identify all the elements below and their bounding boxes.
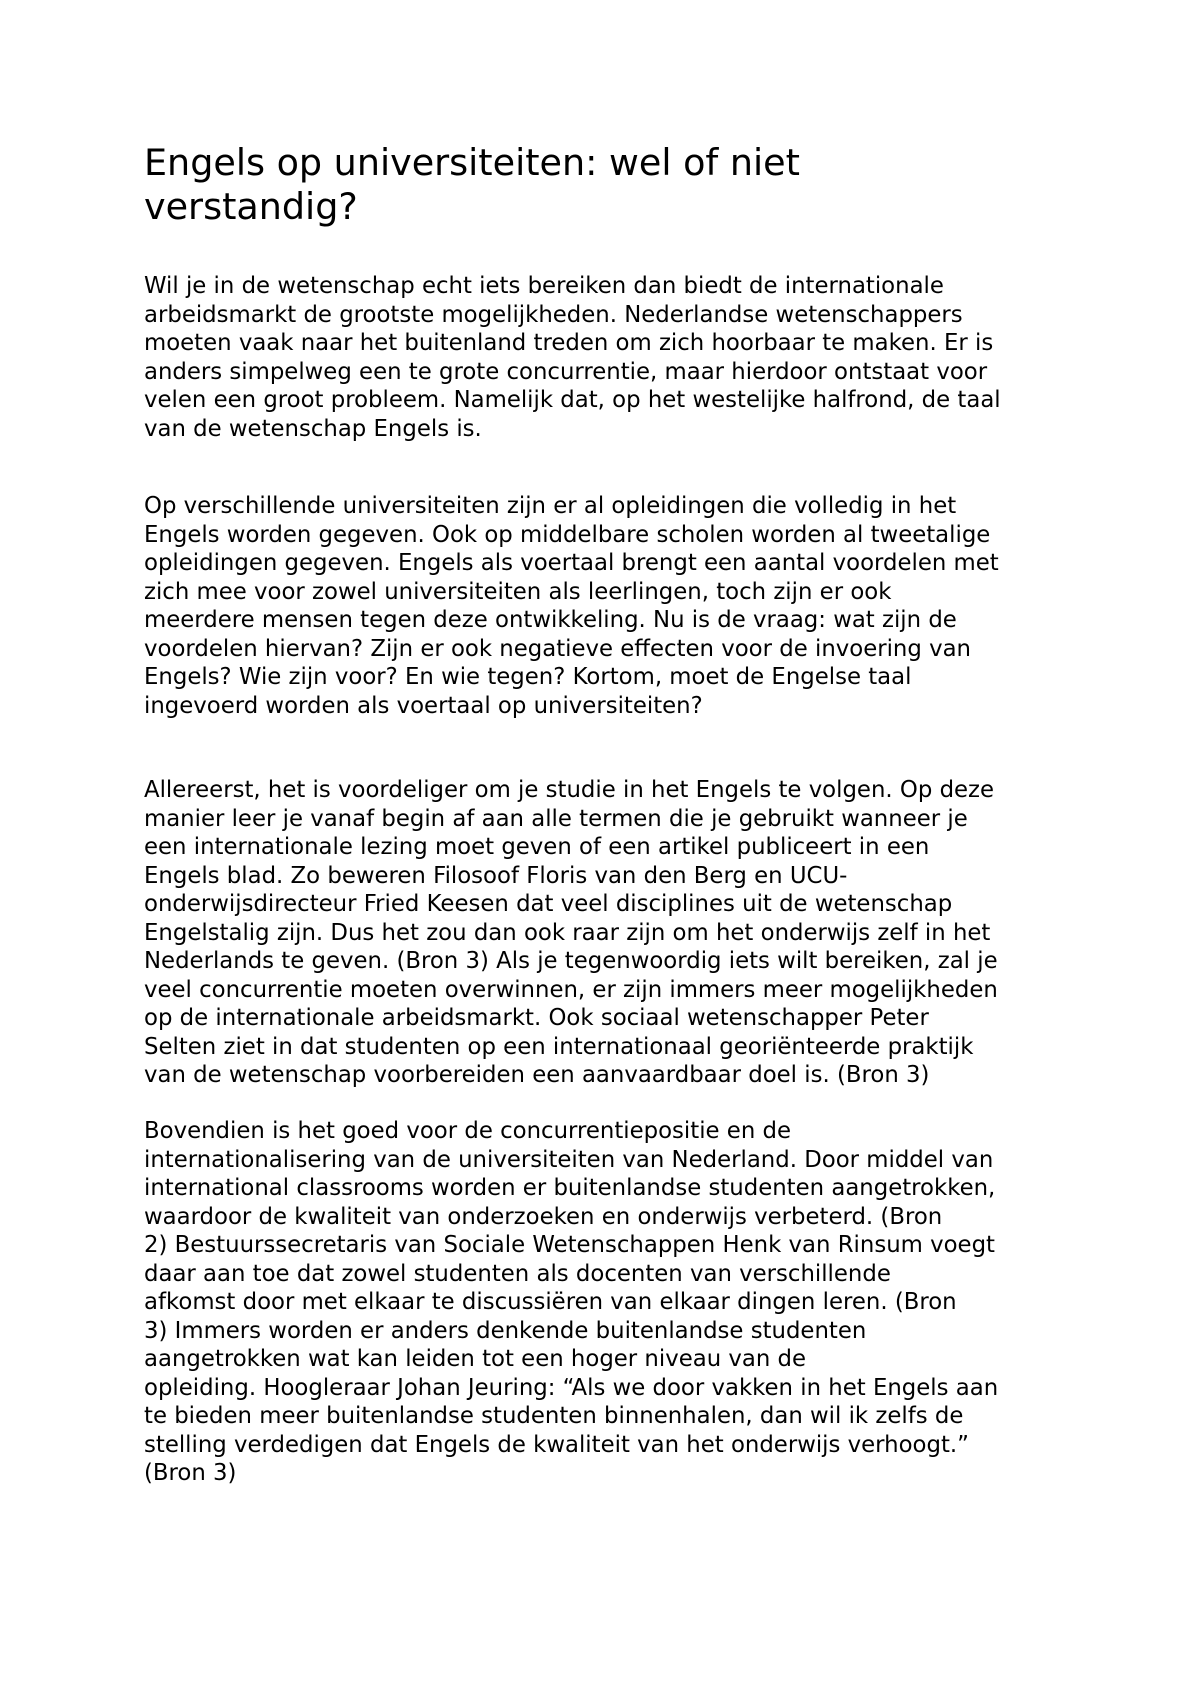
text-line: op de internationale arbeidsmarkt. Ook sociaal wetenschapper Peter xyxy=(144,1005,929,1031)
text-line: Allereerst, het is voordeliger om je studie in het Engels te volgen. Op deze xyxy=(144,777,995,803)
text-line: te bieden meer buitenlandse studenten binnenhalen, dan wil ik zelfs de xyxy=(144,1403,964,1429)
text-line: Nederlands te geven. (Bron 3) Als je tegenwoordig iets wilt bereiken, zal je xyxy=(144,948,998,974)
text-line: anders simpelweg een te grote concurrentie, maar hierdoor ontstaat voor xyxy=(144,358,988,385)
text-line: internationalisering van de universiteiten van Nederland. Door middel van xyxy=(144,1146,994,1173)
text-line: daar aan toe dat zowel studenten als docenten van verschillende xyxy=(144,1260,891,1287)
text-line: waardoor de kwaliteit van onderzoeken en onderwijs verbeterd. (Bron xyxy=(144,1203,943,1230)
text-line: van de wetenschap voorbereiden een aanvaardbaar doel is. (Bron 3) xyxy=(144,1062,930,1088)
text-line: ingevoerd worden als voertaal op universiteiten? xyxy=(144,692,703,719)
text-line: international classrooms worden er buitenlandse studenten aangetrokken, xyxy=(144,1175,996,1201)
document-title xyxy=(144,141,1074,229)
text-line: opleiding. Hoogleraar Johan Jeuring: “Als we door vakken in het Engels aan xyxy=(144,1374,999,1401)
text-line: Engelstalig zijn. Dus het zou dan ook raar zijn om het onderwijs zelf in het xyxy=(144,919,991,946)
text-line: moeten vaak naar het buitenland treden om zich hoorbaar te maken. Er is xyxy=(144,330,994,356)
text-line: van de wetenschap Engels is. xyxy=(144,415,482,442)
title-line: Engels op universiteiten: wel of niet xyxy=(144,141,800,184)
text-line: 3) Immers worden er anders denkende buitenlandse studenten xyxy=(144,1317,867,1344)
paragraph-argument-2 xyxy=(144,1117,1074,1488)
text-line: Wil je in de wetenschap echt iets bereiken dan biedt de internationale xyxy=(144,273,944,299)
text-line: Selten ziet in dat studenten op een internationaal georiënteerde praktijk xyxy=(144,1033,974,1060)
text-line: onderwijsdirecteur Fried Keesen dat veel disciplines uit de wetenschap xyxy=(144,891,953,917)
text-line: stelling verdedigen dat Engels de kwaliteit van het onderwijs verhoogt.” xyxy=(144,1431,969,1458)
text-line: Engels? Wie zijn voor? En wie tegen? Kortom, moet de Engelse taal xyxy=(144,664,912,690)
text-line: Engels worden gegeven. Ook op middelbare scholen worden al tweetalige xyxy=(144,521,991,548)
paragraph-intro xyxy=(144,272,1074,443)
text-line: arbeidsmarkt de grootste mogelijkheden. Nederlandse wetenschappers xyxy=(144,301,963,328)
text-line: veel concurrentie moeten overwinnen, er zijn immers meer mogelijkheden xyxy=(144,976,998,1003)
text-line: Bovendien is het goed voor de concurrentiepositie en de xyxy=(144,1118,792,1144)
paragraph-question xyxy=(144,492,1074,720)
text-line: manier leer je vanaf begin af aan alle termen die je gebruikt wanneer je xyxy=(144,805,968,832)
text-line: Engels blad. Zo beweren Filosoof Floris van den Berg en UCU- xyxy=(144,862,848,889)
text-line: zich mee voor zowel universiteiten als leerlingen, toch zijn er ook xyxy=(144,578,892,605)
text-line: 2) Bestuurssecretaris van Sociale Wetenschappen Henk van Rinsum voegt xyxy=(144,1232,995,1258)
text-line: Op verschillende universiteiten zijn er al opleidingen die volledig in het xyxy=(144,493,957,519)
text-line: een internationale lezing moet geven of een artikel publiceert in een xyxy=(144,834,930,860)
title-line: verstandig? xyxy=(144,185,358,228)
text-line: aangetrokken wat kan leiden tot een hoger niveau van de xyxy=(144,1346,807,1372)
paragraph-argument-1 xyxy=(144,776,1074,1090)
text-line: afkomst door met elkaar te discussiëren van elkaar dingen leren. (Bron xyxy=(144,1289,957,1315)
text-line: velen een groot probleem. Namelijk dat, op het westelijke halfrond, de taal xyxy=(144,387,1001,413)
text-line: (Bron 3) xyxy=(144,1460,237,1486)
text-line: voordelen hiervan? Zijn er ook negatieve effecten voor de invoering van xyxy=(144,635,972,662)
text-line: opleidingen gegeven. Engels als voertaal brengt een aantal voordelen met xyxy=(144,550,999,576)
text-line: meerdere mensen tegen deze ontwikkeling. Nu is de vraag: wat zijn de xyxy=(144,607,957,633)
